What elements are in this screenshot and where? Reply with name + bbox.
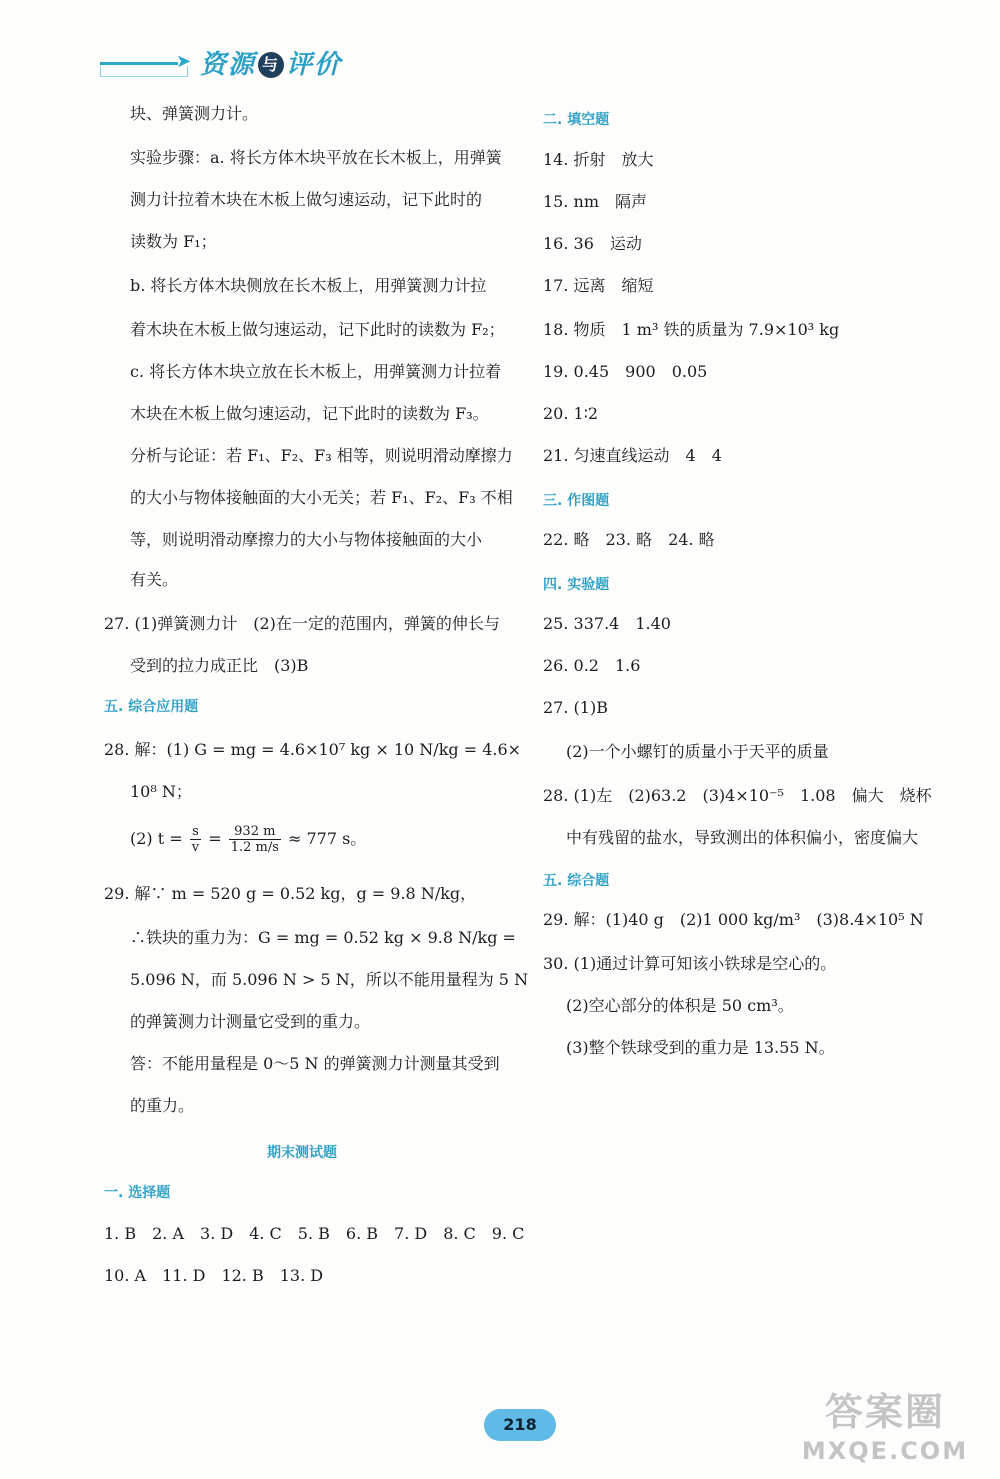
header-title-left: 资源 bbox=[200, 50, 257, 80]
text-line: c. 将长方体木块立放在长木板上，用弹簧测力计拉着 bbox=[130, 362, 502, 381]
header-title bbox=[200, 44, 342, 81]
answer-line: 28. (1)左 (2)63.2 (3)4×10⁻⁵ 1.08 偏大 烧杯 bbox=[543, 786, 932, 805]
text-line: 28. 解：(1) G = mg = 4.6×10⁷ kg × 10 N/kg = 4.6× bbox=[104, 740, 522, 759]
final-exam-title: 期末测试题 bbox=[267, 1145, 337, 1161]
text-line: 块、弹簧测力计。 bbox=[130, 104, 259, 123]
answer-line: (2)一个小螺钉的质量小于天平的质量 bbox=[566, 742, 829, 761]
formula-result: ≈ 777 s。 bbox=[282, 829, 367, 848]
text-line: 着木块在木板上做匀速运动，记下此时的读数为 F₂； bbox=[130, 320, 505, 339]
section-heading: 一. 选择题 bbox=[104, 1185, 171, 1201]
text-line: 读数为 F₁； bbox=[130, 232, 217, 251]
watermark-en: MXQE.COM bbox=[801, 1437, 969, 1465]
answer-line: 22. 略 23. 略 24. 略 bbox=[543, 530, 715, 549]
header-line bbox=[100, 62, 178, 65]
header-bracket bbox=[100, 66, 188, 77]
section-heading: 二. 填空题 bbox=[543, 112, 610, 128]
text-line: 分析与论证：若 F₁、F₂、F₃ 相等，则说明滑动摩擦力 bbox=[130, 446, 513, 465]
answer-line: 21. 匀速直线运动 4 4 bbox=[543, 446, 722, 465]
answer-line: 20. 1∶2 bbox=[543, 404, 599, 423]
section-heading: 五. 综合应用题 bbox=[104, 699, 199, 715]
fraction-s-over-v bbox=[190, 824, 201, 855]
header-title-badge: 与 bbox=[258, 52, 284, 78]
text-line: 答：不能用量程是 0～5 N 的弹簧测力计测量其受到 bbox=[130, 1054, 500, 1073]
answer-line: 26. 0.2 1.6 bbox=[543, 656, 641, 675]
fraction-numerator: 932 m bbox=[229, 824, 281, 840]
fraction-numerator: s bbox=[190, 824, 201, 840]
answer-line: 25. 337.4 1.40 bbox=[543, 614, 671, 633]
watermark-cn: 答案圈 bbox=[824, 1390, 945, 1434]
answer-line: 29. 解：(1)40 g (2)1 000 kg/m³ (3)8.4×10⁵ N bbox=[543, 910, 924, 929]
text-line: 等，则说明滑动摩擦力的大小与物体接触面的大小 bbox=[130, 530, 483, 549]
answer-line: 30. (1)通过计算可知该小铁球是空心的。 bbox=[543, 954, 837, 973]
text-line: ∴铁块的重力为：G = mg = 0.52 kg × 9.8 N/kg = bbox=[130, 928, 516, 947]
answer-line: 1. B 2. A 3. D 4. C 5. B 6. B 7. D 8. C 9. C bbox=[104, 1224, 525, 1243]
answer-line: 15. nm 隔声 bbox=[543, 192, 648, 211]
answer-line: 18. 物质 1 m³ 铁的质量为 7.9×10³ kg bbox=[543, 320, 840, 339]
answer-line: 16. 36 运动 bbox=[543, 234, 642, 253]
answer-line: 中有残留的盐水，导致测出的体积偏小，密度偏大 bbox=[566, 828, 919, 847]
text-line: 的弹簧测力计测量它受到的重力。 bbox=[130, 1012, 371, 1031]
text-line: 测力计拉着木块在木板上做匀速运动，记下此时的 bbox=[130, 190, 483, 209]
text-line: 29. 解∵ m = 520 g = 0.52 kg，g = 9.8 N/kg， bbox=[104, 884, 477, 903]
section-heading: 三. 作图题 bbox=[543, 493, 610, 509]
text-line: 实验步骤：a. 将长方体木块平放在长木板上，用弹簧 bbox=[130, 148, 502, 167]
watermark-logo bbox=[790, 1388, 980, 1470]
answer-line: 17. 远离 缩短 bbox=[543, 276, 654, 295]
page-number: 218 bbox=[484, 1409, 556, 1441]
answer-line: (3)整个铁球受到的重力是 13.55 N。 bbox=[566, 1038, 835, 1057]
answer-line: 19. 0.45 900 0.05 bbox=[543, 362, 708, 381]
formula-line bbox=[130, 824, 366, 855]
formula-prefix: (2) t = bbox=[130, 829, 188, 848]
text-line: 5.096 N，而 5.096 N > 5 N，所以不能用量程为 5 N bbox=[130, 970, 529, 989]
fraction-values bbox=[229, 824, 281, 855]
text-line: 有关。 bbox=[130, 570, 179, 589]
text-line: 的重力。 bbox=[130, 1096, 195, 1115]
answer-line: (2)空心部分的体积是 50 cm³。 bbox=[566, 996, 794, 1015]
formula-equals: = bbox=[203, 829, 227, 848]
answer-line: 14. 折射 放大 bbox=[543, 150, 654, 169]
text-line: 的大小与物体接触面的大小无关；若 F₁、F₂、F₃ 不相 bbox=[130, 488, 513, 507]
text-line: 27. (1)弹簧测力计 (2)在一定的范围内，弹簧的伸长与 bbox=[104, 614, 500, 633]
text-line: 10⁸ N； bbox=[130, 782, 192, 801]
arrow-right-icon: ➤ bbox=[176, 51, 192, 72]
fraction-denominator: 1.2 m/s bbox=[230, 840, 279, 855]
answer-line: 27. (1)B bbox=[543, 698, 608, 717]
text-line: 受到的拉力成正比 (3)B bbox=[130, 656, 309, 675]
section-heading: 四. 实验题 bbox=[543, 577, 610, 593]
section-heading: 五. 综合题 bbox=[543, 873, 610, 889]
text-line: b. 将长方体木块侧放在长木板上，用弹簧测力计拉 bbox=[130, 276, 487, 295]
text-line: 木块在木板上做匀速运动，记下此时的读数为 F₃。 bbox=[130, 404, 489, 423]
answer-line: 10. A 11. D 12. B 13. D bbox=[104, 1266, 324, 1285]
page-header bbox=[100, 42, 360, 82]
header-title-right: 评价 bbox=[286, 50, 343, 80]
fraction-denominator: v bbox=[191, 840, 200, 855]
